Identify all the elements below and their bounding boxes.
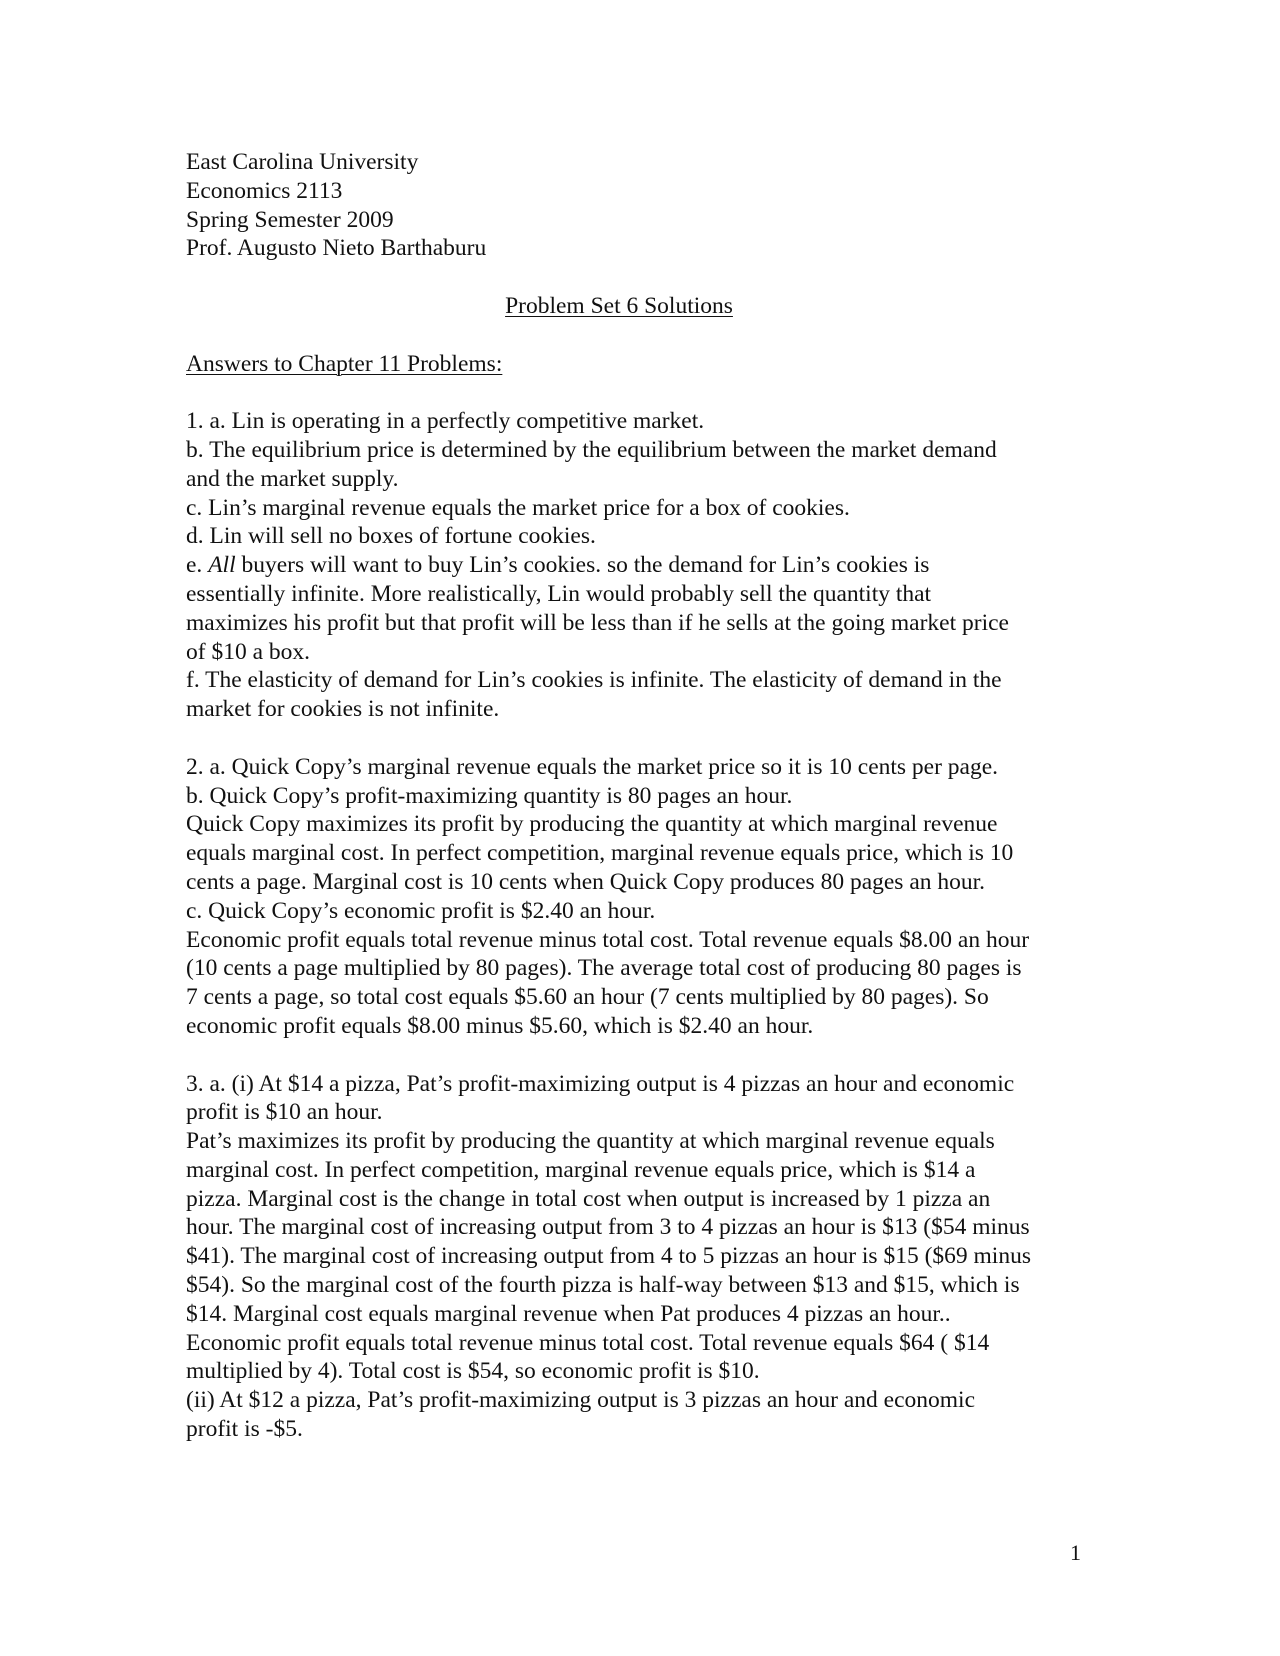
text-line: $41). The marginal cost of increasing output from 4 to 5 pizzas an hour is $15 ($69 minus <box>186 1243 1031 1270</box>
text-line: cents a page. Marginal cost is 10 cents when Quick Copy produces 80 pages an hour. <box>186 868 986 895</box>
professor-name: Prof. Augusto Nieto Barthaburu <box>186 235 487 262</box>
problem-2-answer <box>186 753 1086 1041</box>
text-line: f. The elasticity of demand for Lin’s cookies is infinite. The elasticity of demand in the <box>186 667 1002 694</box>
text-line: $14. Marginal cost equals marginal revenue when Pat produces 4 pizzas an hour.. <box>186 1300 951 1327</box>
text-line: (10 cents a page multiplied by 80 pages). The average total cost of producing 80 pages is <box>186 955 1022 982</box>
text-line: c. Quick Copy’s economic profit is $2.40 an hour. <box>186 897 656 924</box>
text-line: profit is -$5. <box>186 1416 303 1443</box>
problem-3-answer <box>186 1070 1086 1444</box>
document-body <box>186 148 1086 1444</box>
problem-1-answer <box>186 407 1086 724</box>
course-name: Economics 2113 <box>186 177 343 204</box>
text-line: profit is $10 an hour. <box>186 1099 383 1126</box>
university-name: East Carolina University <box>186 149 419 175</box>
text-line: hour. The marginal cost of increasing output from 3 to 4 pizzas an hour is $13 ($54 minus <box>186 1214 1030 1241</box>
section-heading-row <box>186 350 1086 379</box>
spacer <box>186 724 1086 753</box>
semester: Spring Semester 2009 <box>186 206 394 233</box>
text-line: equals marginal cost. In perfect competition, marginal revenue equals price, which is 10 <box>186 840 1014 867</box>
text-line: 3. a. (i) At $14 a pizza, Pat’s profit-maximizing output is 4 pizzas an hour and economic <box>186 1070 1015 1097</box>
text-line: b. The equilibrium price is determined by the equilibrium between the market demand <box>186 436 997 463</box>
text-line: Economic profit equals total revenue minus total cost. Total revenue equals $64 ( $14 <box>186 1329 990 1356</box>
spacer <box>186 378 1086 407</box>
text-line: Quick Copy maximizes its profit by producing the quantity at which marginal revenue <box>186 811 998 838</box>
section-heading: Answers to Chapter 11 Problems: <box>186 350 503 377</box>
spacer <box>186 321 1086 350</box>
text-line: d. Lin will sell no boxes of fortune cookies. <box>186 523 596 550</box>
text-line: c. Lin’s marginal revenue equals the market price for a box of cookies. <box>186 494 850 521</box>
text-line: $54). So the marginal cost of the fourth pizza is half-way between $13 and $15, which is <box>186 1272 1020 1299</box>
text-line: market for cookies is not infinite. <box>186 696 500 723</box>
text-line: b. Quick Copy’s profit-maximizing quantity is 80 pages an hour. <box>186 782 793 809</box>
text-line: 7 cents a page, so total cost equals $5.60 an hour (7 cents multiplied by 80 pages). So <box>186 984 989 1011</box>
page-number: 1 <box>1070 1540 1081 1565</box>
text-line: of $10 a box. <box>186 638 311 665</box>
text-line: maximizes his profit but that profit will be less than if he sells at the going market price <box>186 609 1009 636</box>
text-line: economic profit equals $8.00 minus $5.60, which is $2.40 an hour. <box>186 1012 814 1039</box>
italic-emphasis: All <box>208 552 236 579</box>
document-title: Problem Set 6 Solutions <box>505 292 733 319</box>
text-line <box>186 551 1086 580</box>
header-block <box>186 148 1086 263</box>
text-line: multiplied by 4). Total cost is $54, so economic profit is $10. <box>186 1358 760 1385</box>
title-row <box>186 292 1086 321</box>
text-line: and the market supply. <box>186 465 399 492</box>
spacer <box>186 1041 1086 1070</box>
text-line: 2. a. Quick Copy’s marginal revenue equals the market price so it is 10 cents per page. <box>186 753 999 780</box>
text-line: pizza. Marginal cost is the change in total cost when output is increased by 1 pizza an <box>186 1185 991 1212</box>
text-line: Pat’s maximizes its profit by producing the quantity at which marginal revenue equals <box>186 1128 995 1155</box>
text-line: marginal cost. In perfect competition, marginal revenue equals price, which is $14 a <box>186 1156 976 1183</box>
text-line: Economic profit equals total revenue minus total cost. Total revenue equals $8.00 an hour <box>186 926 1030 953</box>
text-line: essentially infinite. More realistically, Lin would probably sell the quantity that <box>186 580 932 607</box>
text-fragment: buyers will want to buy Lin’s cookies. so the demand for Lin’s cookies is <box>235 552 930 579</box>
text-line: (ii) At $12 a pizza, Pat’s profit-maximizing output is 3 pizzas an hour and economic <box>186 1387 976 1414</box>
text-fragment: e. <box>186 552 209 579</box>
text-line: 1. a. Lin is operating in a perfectly competitive market. <box>186 408 705 435</box>
spacer <box>186 263 1086 292</box>
